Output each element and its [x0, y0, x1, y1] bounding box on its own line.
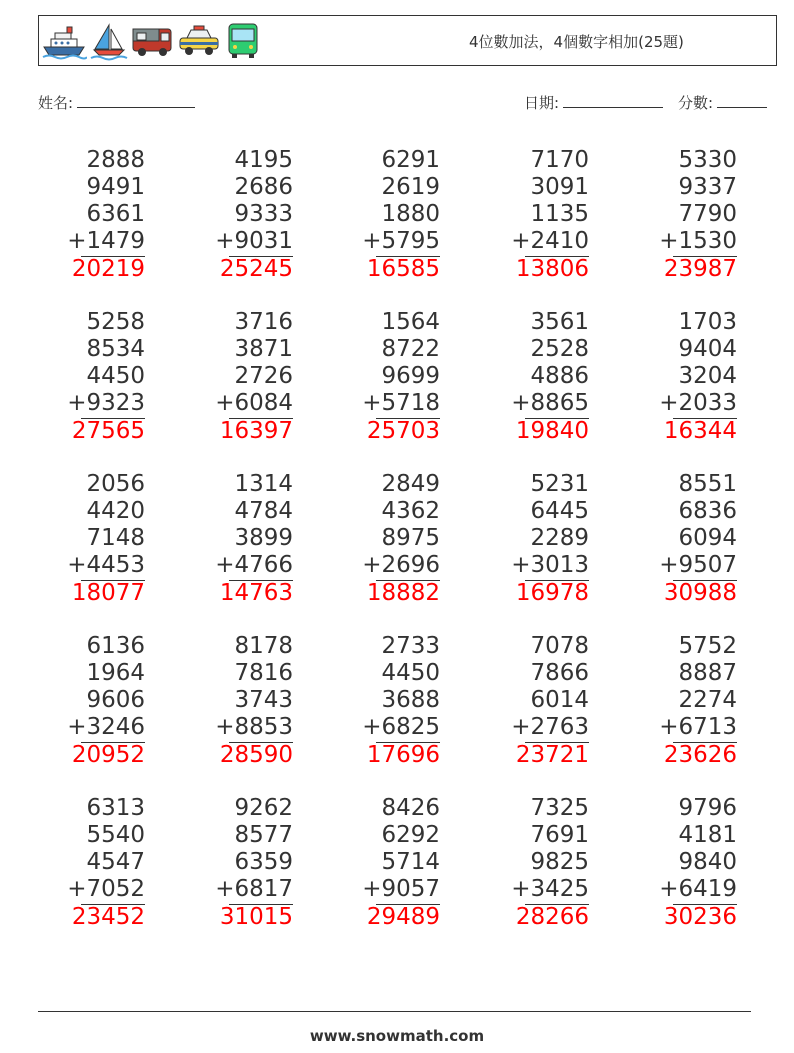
answer: 23626 [663, 742, 737, 768]
addend: 2733 [381, 633, 440, 659]
worksheet-title: 4位數加法，4個數字相加(25題) [469, 33, 684, 51]
addend-with-plus: +9057 [362, 876, 440, 902]
name-blank[interactable] [77, 93, 195, 108]
bus-icon [223, 21, 263, 61]
addend-with-plus: +7052 [67, 876, 145, 902]
addend-with-plus: +9323 [67, 390, 145, 416]
addend-with-plus: +4766 [215, 552, 293, 578]
addend: 4784 [234, 498, 293, 524]
addend: 1564 [381, 309, 440, 335]
addend: 2849 [381, 471, 440, 497]
answer: 20219 [71, 256, 145, 282]
addend: 6292 [381, 822, 440, 848]
addend: 8722 [381, 336, 440, 362]
addend: 9825 [530, 849, 589, 875]
addend: 1964 [86, 660, 145, 686]
addend-with-plus: +9507 [659, 552, 737, 578]
addend-with-plus: +3425 [511, 876, 589, 902]
problem-21 [0, 795, 145, 935]
name-label: 姓名: [38, 94, 74, 112]
answer: 28590 [219, 742, 293, 768]
addend-with-plus: +6713 [659, 714, 737, 740]
addend: 3899 [234, 525, 293, 551]
answer: 14763 [219, 580, 293, 606]
problem-12 [143, 471, 293, 611]
problem-16 [0, 633, 145, 773]
problem-18 [290, 633, 440, 773]
addend: 7691 [530, 822, 589, 848]
addend: 8551 [678, 471, 737, 497]
problem-9 [439, 309, 589, 449]
answer: 27565 [71, 418, 145, 444]
answer: 16585 [366, 256, 440, 282]
addend: 7816 [234, 660, 293, 686]
addend-with-plus: +5718 [362, 390, 440, 416]
answer: 16397 [219, 418, 293, 444]
problem-23 [290, 795, 440, 935]
problem-13 [290, 471, 440, 611]
answer: 25703 [366, 418, 440, 444]
addend: 4450 [86, 363, 145, 389]
score-label: 分數: [678, 94, 714, 112]
addend: 5330 [678, 147, 737, 173]
name-field [38, 92, 195, 113]
addend: 4450 [381, 660, 440, 686]
addend: 3091 [530, 174, 589, 200]
addend: 9606 [86, 687, 145, 713]
vehicle-icons [41, 20, 263, 62]
addend-with-plus: +2033 [659, 390, 737, 416]
addend: 6014 [530, 687, 589, 713]
problem-24 [439, 795, 589, 935]
sailboat-icon [89, 21, 129, 61]
answer: 23721 [515, 742, 589, 768]
problem-1 [0, 147, 145, 287]
addend: 6445 [530, 498, 589, 524]
addend: 9333 [234, 201, 293, 227]
date-label: 日期: [524, 94, 560, 112]
addend: 2619 [381, 174, 440, 200]
addend: 4420 [86, 498, 145, 524]
addend: 3716 [234, 309, 293, 335]
problem-15 [587, 471, 737, 611]
addend: 3688 [381, 687, 440, 713]
addend: 2726 [234, 363, 293, 389]
addend: 5231 [530, 471, 589, 497]
header-box [38, 15, 777, 66]
problem-4 [439, 147, 589, 287]
score-blank[interactable] [717, 93, 767, 108]
addend: 5540 [86, 822, 145, 848]
addend: 6094 [678, 525, 737, 551]
addend: 3871 [234, 336, 293, 362]
problem-14 [439, 471, 589, 611]
problem-20 [587, 633, 737, 773]
addend: 2686 [234, 174, 293, 200]
answer: 16344 [663, 418, 737, 444]
addend: 7790 [678, 201, 737, 227]
addend: 9840 [678, 849, 737, 875]
problem-2 [143, 147, 293, 287]
addend: 9262 [234, 795, 293, 821]
score-field [678, 92, 767, 113]
addend: 7078 [530, 633, 589, 659]
addend: 8534 [86, 336, 145, 362]
addend: 2056 [86, 471, 145, 497]
problem-10 [587, 309, 737, 449]
addend: 4362 [381, 498, 440, 524]
addend: 1135 [530, 201, 589, 227]
addend-with-plus: +6084 [215, 390, 293, 416]
addend: 8577 [234, 822, 293, 848]
problem-19 [439, 633, 589, 773]
addend-with-plus: +3013 [511, 552, 589, 578]
addend: 7325 [530, 795, 589, 821]
addend: 8178 [234, 633, 293, 659]
footer-divider [38, 1011, 751, 1012]
answer: 30236 [663, 904, 737, 930]
addend: 2528 [530, 336, 589, 362]
addend: 7170 [530, 147, 589, 173]
problem-11 [0, 471, 145, 611]
addend: 2888 [86, 147, 145, 173]
ship-icon [41, 21, 87, 61]
problem-5 [587, 147, 737, 287]
addend: 6136 [86, 633, 145, 659]
addend-with-plus: +6419 [659, 876, 737, 902]
addend: 3561 [530, 309, 589, 335]
answer: 23987 [663, 256, 737, 282]
addend: 9699 [381, 363, 440, 389]
addend: 9491 [86, 174, 145, 200]
addend: 8426 [381, 795, 440, 821]
answer: 17696 [366, 742, 440, 768]
addend-with-plus: +2763 [511, 714, 589, 740]
addend: 8887 [678, 660, 737, 686]
addend: 5752 [678, 633, 737, 659]
problem-8 [290, 309, 440, 449]
addend: 5258 [86, 309, 145, 335]
answer: 28266 [515, 904, 589, 930]
addend-with-plus: +1479 [67, 228, 145, 254]
answer: 19840 [515, 418, 589, 444]
footer-site: www.snowmath.com [309, 1027, 485, 1045]
problem-7 [143, 309, 293, 449]
addend: 6361 [86, 201, 145, 227]
addend: 4195 [234, 147, 293, 173]
addend: 7148 [86, 525, 145, 551]
addend-with-plus: +2696 [362, 552, 440, 578]
problem-6 [0, 309, 145, 449]
addend: 1314 [234, 471, 293, 497]
answer: 23452 [71, 904, 145, 930]
addend-with-plus: +6817 [215, 876, 293, 902]
addend: 1703 [678, 309, 737, 335]
answer: 20952 [71, 742, 145, 768]
problem-22 [143, 795, 293, 935]
addend: 9796 [678, 795, 737, 821]
answer: 16978 [515, 580, 589, 606]
answer: 30988 [663, 580, 737, 606]
addend: 5714 [381, 849, 440, 875]
addend-with-plus: +8865 [511, 390, 589, 416]
addend: 6359 [234, 849, 293, 875]
addend: 6836 [678, 498, 737, 524]
addend: 4547 [86, 849, 145, 875]
date-blank[interactable] [563, 93, 663, 108]
addend-with-plus: +9031 [215, 228, 293, 254]
addend: 2274 [678, 687, 737, 713]
answer: 18882 [366, 580, 440, 606]
addend: 8975 [381, 525, 440, 551]
addend: 1880 [381, 201, 440, 227]
police-car-icon [177, 21, 221, 61]
answer: 13806 [515, 256, 589, 282]
answer: 25245 [219, 256, 293, 282]
addend: 9337 [678, 174, 737, 200]
answer: 31015 [219, 904, 293, 930]
addend: 6313 [86, 795, 145, 821]
addend: 9404 [678, 336, 737, 362]
problem-25 [587, 795, 737, 935]
addend: 4181 [678, 822, 737, 848]
addend: 7866 [530, 660, 589, 686]
problem-3 [290, 147, 440, 287]
addend: 3204 [678, 363, 737, 389]
addend-with-plus: +1530 [659, 228, 737, 254]
addend-with-plus: +2410 [511, 228, 589, 254]
camper-van-icon [131, 21, 175, 61]
addend-with-plus: +4453 [67, 552, 145, 578]
addend: 3743 [234, 687, 293, 713]
answer: 29489 [366, 904, 440, 930]
addend-with-plus: +6825 [362, 714, 440, 740]
addend: 2289 [530, 525, 589, 551]
answer: 18077 [71, 580, 145, 606]
addend: 4886 [530, 363, 589, 389]
problem-17 [143, 633, 293, 773]
addend-with-plus: +5795 [362, 228, 440, 254]
addend-with-plus: +3246 [67, 714, 145, 740]
addend: 6291 [381, 147, 440, 173]
addend-with-plus: +8853 [215, 714, 293, 740]
date-field [524, 92, 663, 113]
